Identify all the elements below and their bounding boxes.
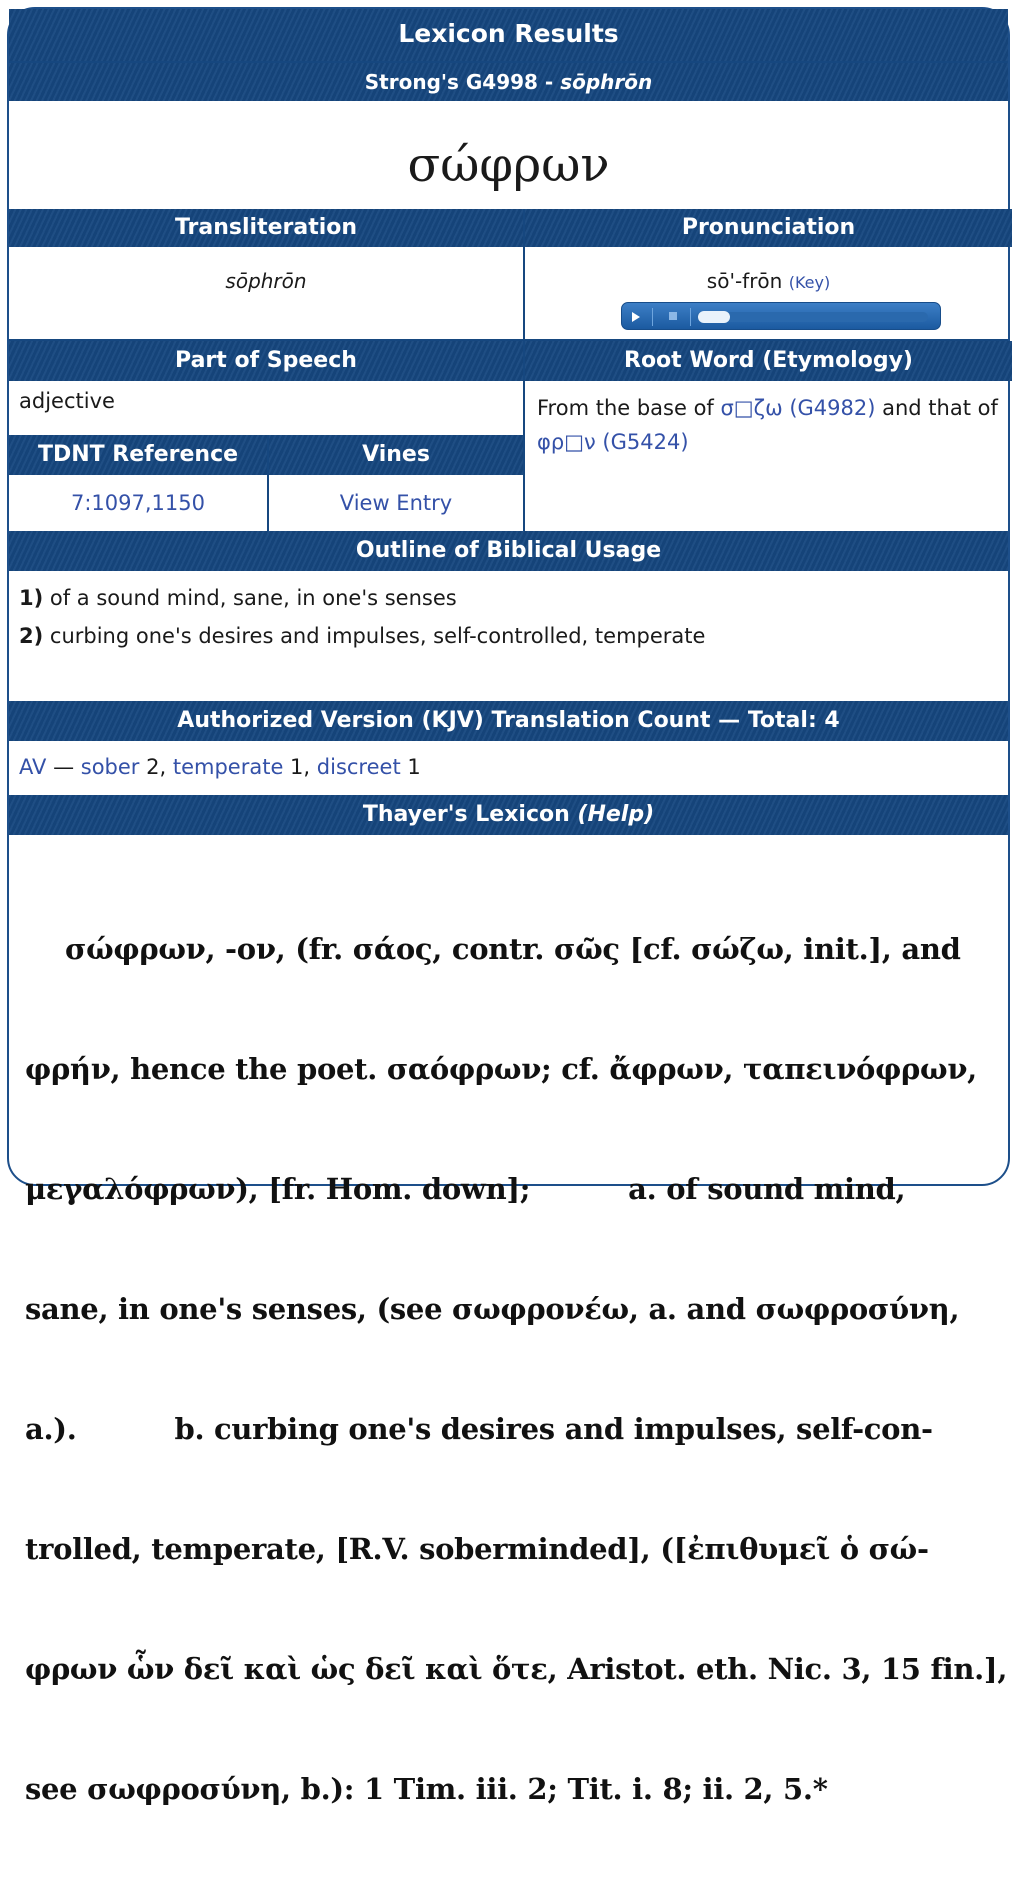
pronunciation-value: sō'-frōn: [706, 269, 783, 293]
strongs-word: sōphrōn: [560, 70, 653, 94]
transliteration-cell: [9, 247, 523, 341]
vines-header: Vines: [269, 435, 523, 475]
strongs-bar: [9, 63, 1008, 101]
part-of-speech-value: adjective: [19, 389, 115, 413]
transliteration-header: Transliteration: [9, 209, 523, 247]
lexicon-panel: [7, 7, 1010, 1806]
thayer-line: σώφρων, -ον, (fr. σάος, contr. σῶς [cf. σώζω, init.], and: [65, 932, 961, 966]
thayer-line: see σωφροσύνη, b.): 1 Tim. iii. 2; Tit. i. 8; ii. 2, 5.*: [25, 1772, 828, 1806]
thayer-line: trolled, temperate, [R.V. soberminded], ([ἐπιθυμεῖ ὁ σώ-: [25, 1532, 929, 1566]
lemma-text: σώφρων: [407, 137, 610, 193]
thayer-line: φρήν, hence the poet. σαόφρων; cf. ἄφρων, ταπεινόφρων,: [25, 1052, 977, 1086]
root-link-g5424[interactable]: φρ□ν (G5424): [537, 430, 689, 454]
kjv-word-discreet[interactable]: discreet: [316, 755, 401, 779]
kjv-header: Authorized Version (KJV) Translation Count — Total: 4: [9, 701, 1008, 741]
av-link[interactable]: AV: [19, 755, 47, 779]
thayer-help-link[interactable]: (Help): [577, 802, 655, 827]
lemma: [9, 101, 1008, 209]
kjv-word-temperate[interactable]: temperate: [172, 755, 284, 779]
thayer-line: φρων ὧν δεῖ καὶ ὡς δεῖ καὶ ὅτε, Aristot. eth. Nic. 3, 15 fin.],: [25, 1652, 1008, 1686]
kjv-counts: AV — sober 2, temperate 1, discreet 1: [19, 755, 421, 779]
thayer-line: sane, in one's senses, (see σωφρονέω, a. and σωφροσύνη,: [25, 1292, 960, 1326]
transliteration-value: sōphrōn: [225, 269, 307, 293]
stop-icon[interactable]: [669, 312, 677, 320]
audio-progress-thumb[interactable]: [698, 311, 730, 323]
kjv-word-sober[interactable]: sober: [80, 755, 140, 779]
thayer-line: a.). b. curbing one's desires and impulses, self-con-: [25, 1412, 933, 1446]
audio-player[interactable]: [621, 302, 941, 330]
thayer-line: μεγαλόφρων), [fr. Hom. down]; a. of sound mind,: [25, 1172, 906, 1206]
part-of-speech-header: Part of Speech: [9, 341, 523, 381]
root-link-g4982[interactable]: σ□ζω (G4982): [720, 396, 876, 420]
vines-view-entry-link[interactable]: View Entry: [339, 491, 453, 515]
outline-item: 1) of a sound mind, sane, in one's senses: [19, 586, 457, 610]
part-of-speech-cell: [19, 389, 519, 429]
root-word-header: Root Word (Etymology): [525, 341, 1012, 381]
tdnt-link[interactable]: 7:1097,1150: [71, 491, 205, 515]
play-icon[interactable]: [632, 312, 640, 322]
audio-progress-track[interactable]: [696, 312, 928, 322]
lexicon-title-bar: [9, 9, 1008, 61]
vines-cell: [269, 475, 523, 531]
pronunciation-key-link[interactable]: (Key): [788, 273, 831, 292]
tdnt-cell: [9, 475, 267, 531]
outline-header: Outline of Biblical Usage: [9, 531, 1008, 571]
page-title: Lexicon Results: [398, 19, 619, 48]
thayer-header: Thayer's Lexicon (Help): [9, 795, 1008, 835]
tdnt-header: TDNT Reference: [9, 435, 267, 475]
strongs-number: Strong's G4998 -: [364, 70, 561, 94]
pronunciation-header: Pronunciation: [525, 209, 1012, 247]
thayer-entry: [25, 849, 1008, 1806]
outline-list: [19, 579, 999, 699]
outline-item: 2) curbing one's desires and impulses, self-controlled, temperate: [19, 624, 706, 648]
root-word-cell: From the base of σ□ζω (G4982) and that of φρ□ν (G5424): [537, 396, 998, 454]
